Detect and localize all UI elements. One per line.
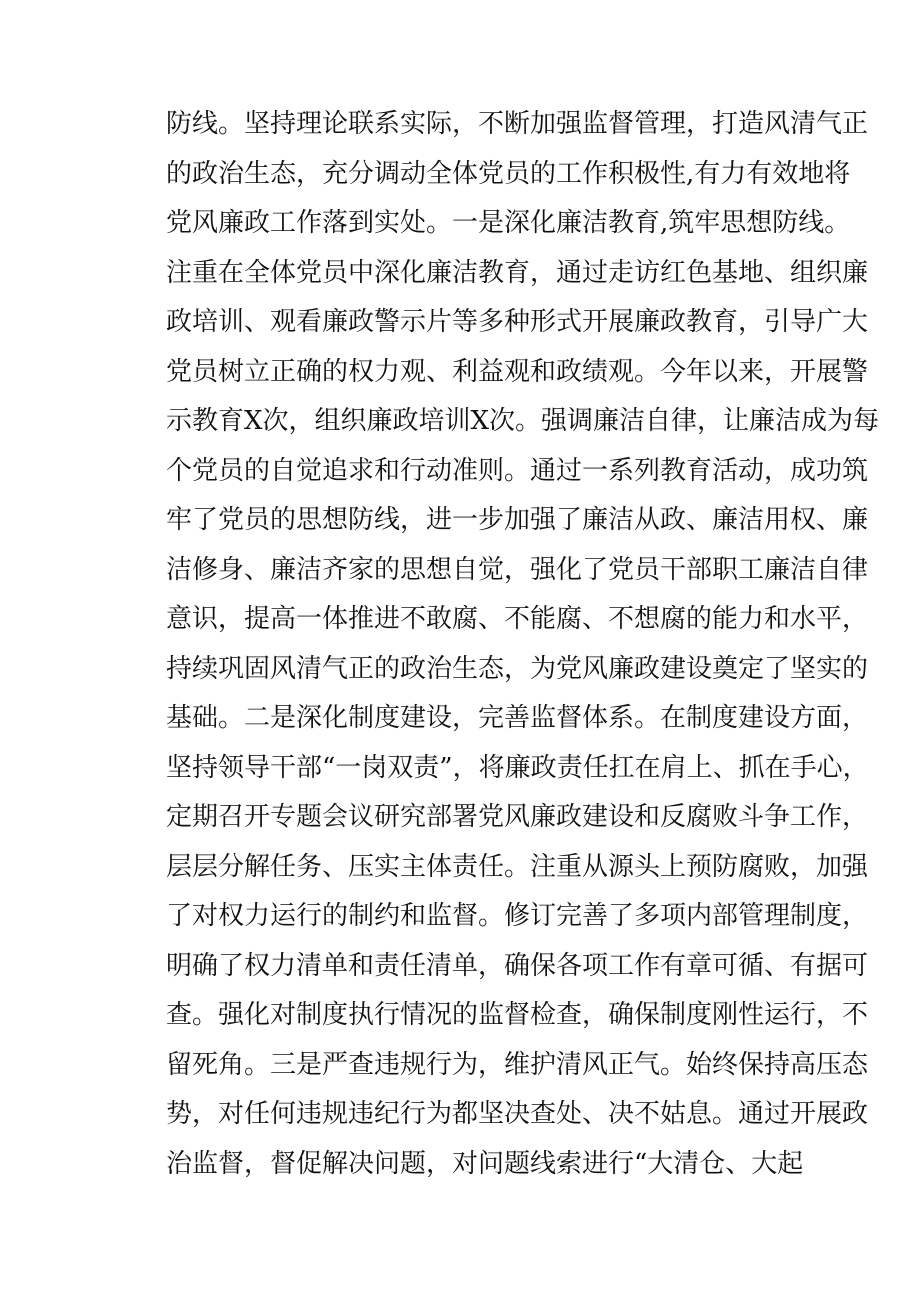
text-line: 治监督，督促解决问题，对问题线索进行“大清仓、大起 xyxy=(166,1148,804,1179)
text-line: 党员树立正确的权力观、利益观和政绩观。今年以来，开展警 xyxy=(166,356,869,387)
text-line: 了对权力运行的制约和监督。修订完善了多项内部管理制度， xyxy=(166,901,869,931)
text-line: 意识，提高一体推进不敢腐、不能腐、不想腐的能力和水平， xyxy=(166,604,869,634)
text-line: 洁修身、廉洁齐家的思想自觉，强化了党员干部职工廉洁自律 xyxy=(166,554,869,585)
text-line: 防线。坚持理论联系实际，不断加强监督管理，打造风清气正 xyxy=(166,109,869,139)
text-line: 层层分解任务、压实主体责任。注重从源头上预防腐败，加强 xyxy=(166,851,869,882)
text-line: 坚持领导干部“一岗双责”，将廉政责任扛在肩上、抓在手心， xyxy=(166,752,869,783)
text-line: 留死角。三是严查违规行为，维护清风正气。始终保持高压态 xyxy=(166,1049,869,1080)
text-line: 定期召开专题会议研究部署党风廉政建设和反腐败斗争工作， xyxy=(166,802,869,832)
text-line: 示教育X次，组织廉政培训X次。强调廉洁自律，让廉洁成为每 xyxy=(166,406,880,436)
body-paragraph xyxy=(166,100,880,1189)
text-line: 持续巩固风清气正的政治生态，为党风廉政建设奠定了坚实的 xyxy=(166,653,869,684)
text-line: 基础。二是深化制度建设，完善监督体系。在制度建设方面， xyxy=(166,703,869,733)
text-line: 查。强化对制度执行情况的监督检查，确保制度刚性运行，不 xyxy=(166,1000,869,1030)
text-line: 势，对任何违规违纪行为都坚决查处、决不姑息。通过开展政 xyxy=(166,1099,869,1129)
text-line: 的政治生态，充分调动全体党员的工作积极性,有力有效地将 xyxy=(166,158,851,189)
text-line: 个党员的自觉追求和行动准则。通过一系列教育活动，成功筑 xyxy=(166,455,869,486)
text-line: 牢了党员的思想防线，进一步加强了廉洁从政、廉洁用权、廉 xyxy=(166,505,869,535)
text-line: 注重在全体党员中深化廉洁教育，通过走访红色基地、组织廉 xyxy=(166,257,869,288)
text-line: 明确了权力清单和责任清单，确保各项工作有章可循、有据可 xyxy=(166,950,869,981)
text-line: 政培训、观看廉政警示片等多种形式开展廉政教育，引导广大 xyxy=(166,307,869,337)
text-line: 党风廉政工作落到实处。一是深化廉洁教育,筑牢思想防线。 xyxy=(166,208,851,238)
